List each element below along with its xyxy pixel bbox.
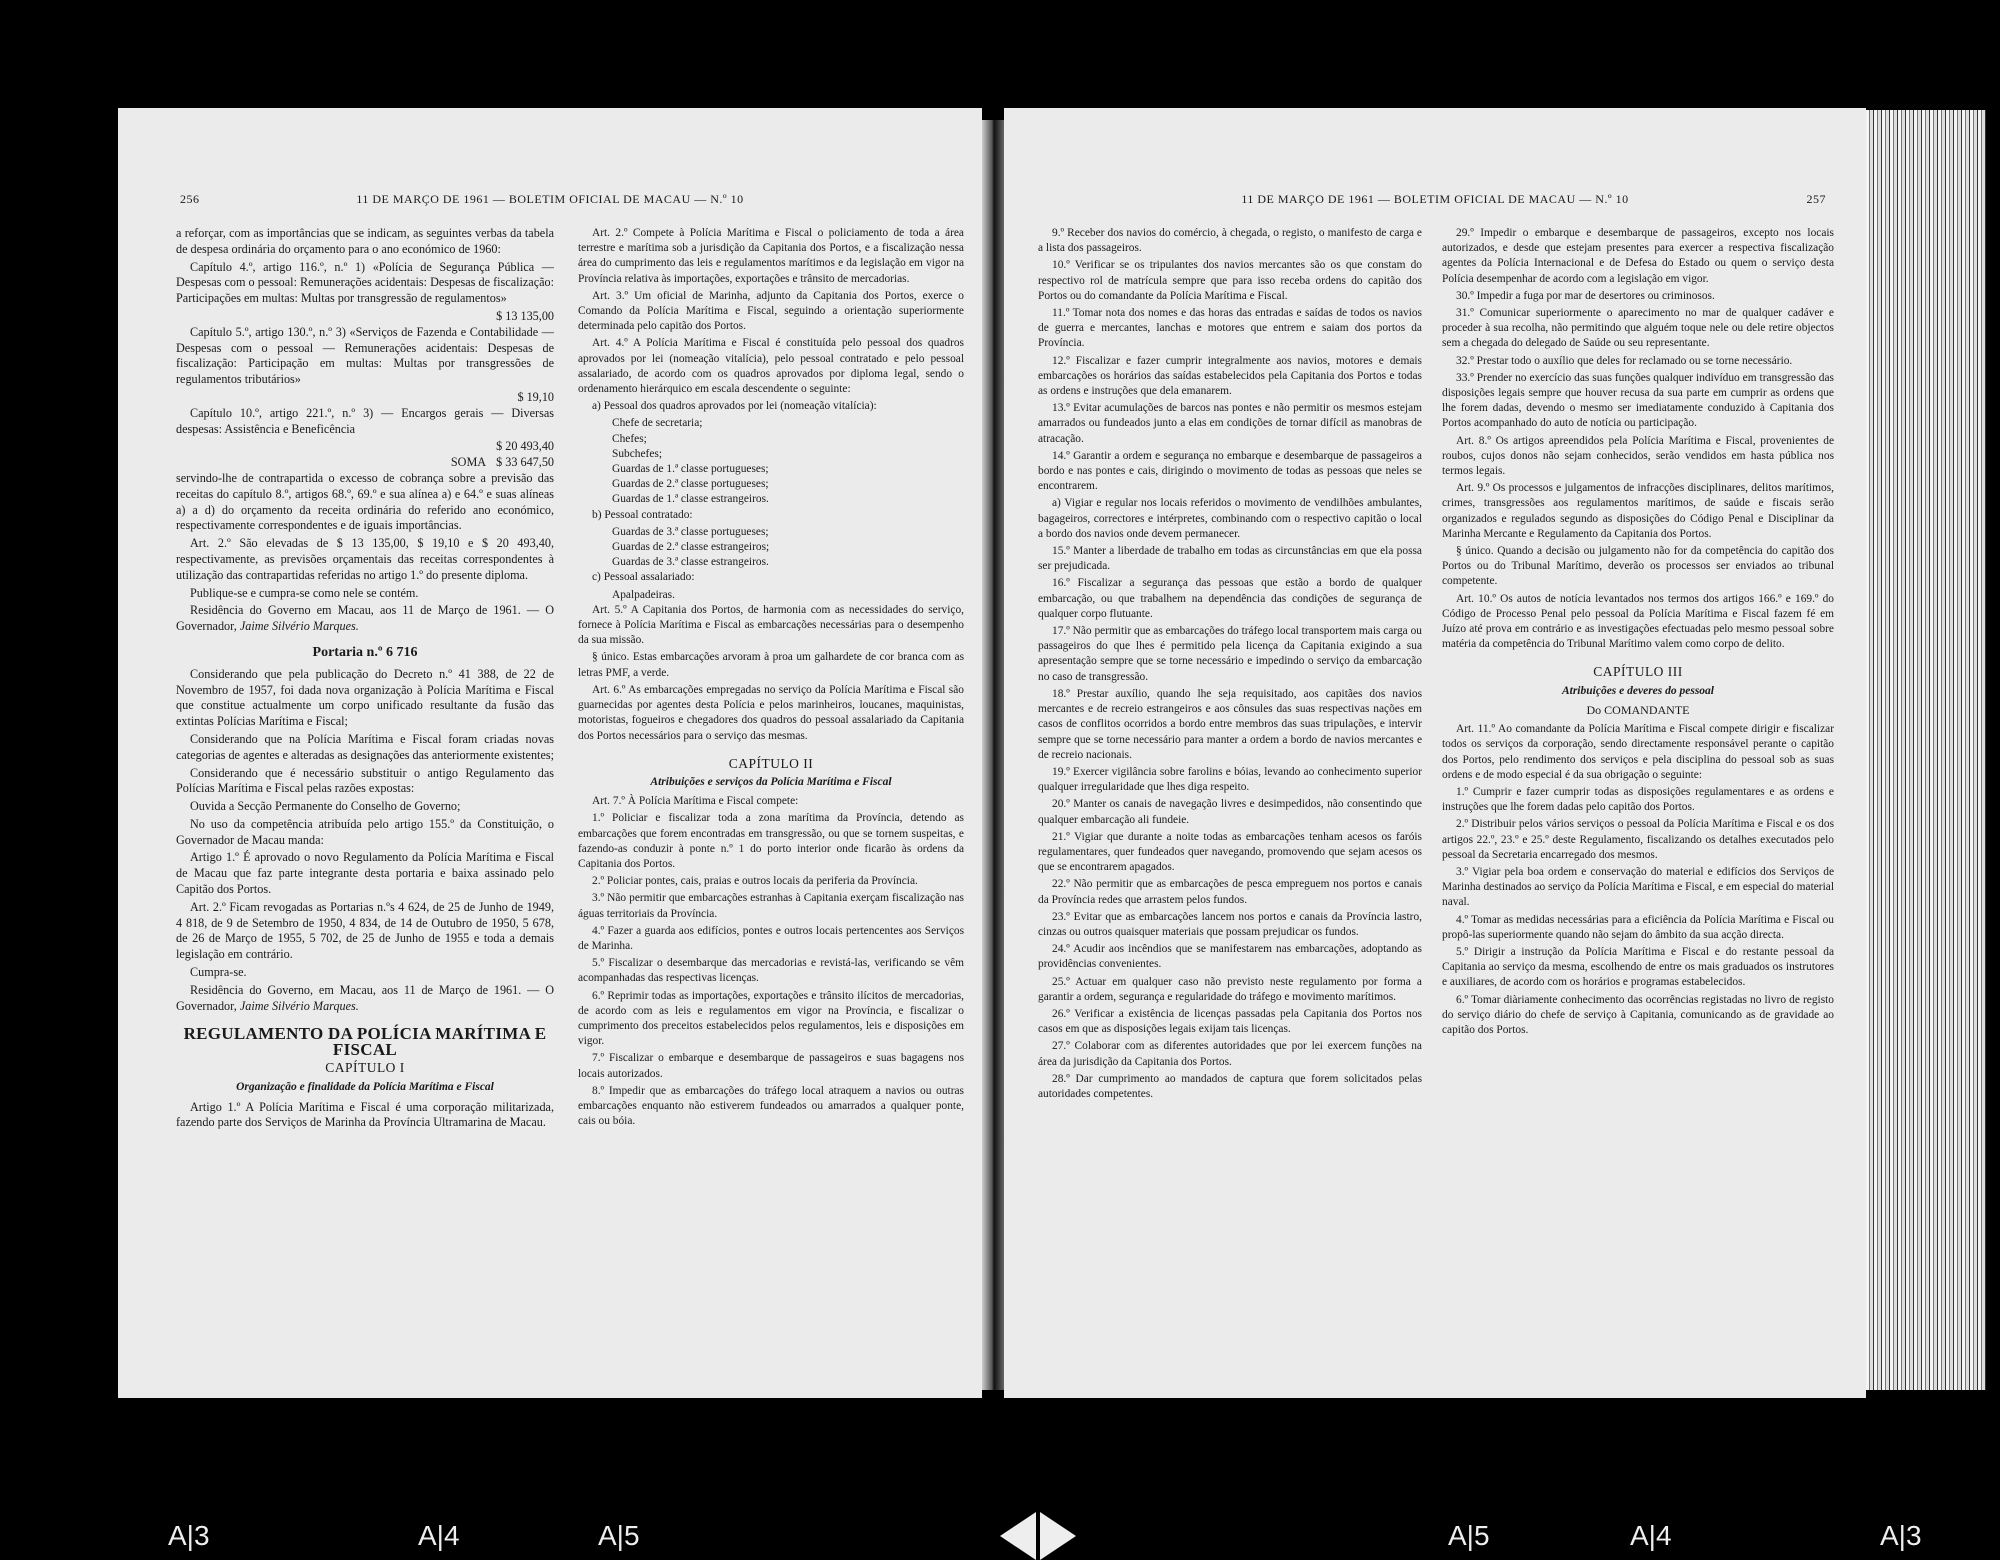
paragraph: Artigo 1.º A Polícia Marítima e Fiscal é uma corporação militarizada, fazendo parte dos Serviços de Marinha da Província Ultramarina de Macau.: [176, 1099, 554, 1130]
amount-value: $ 20 493,40: [496, 439, 554, 454]
amount-line: [176, 439, 554, 455]
right-page: [1004, 108, 1866, 1398]
list-item: Guardas de 3.ª classe estrangeiros.: [612, 556, 769, 569]
paragraph: Art. 8.º Os artigos apreendidos pela Polícia Marítima e Fiscal, provenientes de roubos, cujos donos não sejam conhecidos, serão vendidos em hasta pública nos termos legais.: [1442, 434, 1834, 478]
list-item: Guardas de 1.ª classe portugueses;: [612, 463, 769, 476]
frame-mark: A|4: [1630, 1520, 1672, 1551]
paragraph: 5.º Dirigir a instrução da Polícia Marítima e Fiscal e do restante pessoal da Capitania ao serviço da mesma, escolhendo de entre os mais graduados os instrutores e auxiliares, de acordo com os horários e programas estabelecidos.: [1442, 945, 1834, 989]
paragraph: 23.º Evitar que as embarcações lancem nos portos e canais da Província lastro, cinzas ou outros quaisquer materiais que possam prejudicar os fundos.: [1038, 910, 1422, 938]
paragraph: Capítulo 5.º, artigo 130.º, n.º 3) «Serviços de Fazenda e Contabilidade — Despesas com o pessoal — Remunerações acidentais: Despesas de fiscalização: Participação em multas: Multas por transgressões de regulamentos tributários»: [176, 324, 554, 387]
list-item: Guardas de 2.ª classe portugueses;: [612, 478, 769, 491]
signature-line: [176, 603, 554, 635]
paragraph: 17.º Não permitir que as embarcações do tráfego local transportem mais carga ou passageiros do que lhes é permitido pela licença da Capitania exigindo a sua apresentação sempre que se torne necessário e impedindo o serviço da embarcação no caso de transgressão.: [1038, 625, 1422, 683]
amount-value: $ 13 135,00: [496, 308, 554, 323]
paragraph: Capítulo 10.º, artigo 221.º, n.º 3) — Encargos gerais — Diversas despesas: Assistência e Beneficência: [176, 405, 554, 436]
paragraph: 28.º Dar cumprimento ao mandados de captura que forem solicitados pelas autoridades competentes.: [1038, 1072, 1422, 1100]
list-item: Chefes;: [612, 432, 647, 445]
amount-line: [176, 309, 554, 325]
chapter-title: CAPÍTULO II: [728, 755, 814, 771]
paragraph: a) Vigiar e regular nos locais referidos o movimento de vendilhões ambulantes, bagageiros, correctores e intérpretes, combinando com o respectivo capitão o local a bordo dos navios onde devem permanecer.: [1038, 497, 1422, 540]
frame-mark: A|5: [598, 1520, 640, 1551]
paragraph: No uso da competência atribuída pelo artigo 155.º da Constituição, o Governador de Macau manda:: [176, 816, 554, 847]
paragraph: servindo-lhe de contrapartida o excesso de cobrança sobre a previsão das receitas do capítulo 8.º, artigos 68.º, 69.º e sua alínea a) e 64.º e suas alíneas a) a d) do orçamento da receita ordinária do referido ano económico, respectivamente correspondentes e de iguais importâncias.: [176, 470, 554, 533]
page-stack-edge: [1866, 110, 1986, 1390]
paragraph: Art. 2.º Compete à Polícia Marítima e Fiscal o policiamento de toda a área terrestre e marítima sob a jurisdição da Capitania dos Portos, e a fiscalização nessa área do cumprimento das leis e regulamentos marítimos e da legislação em vigor na Província relativa às importações, exportações e trânsito de mercadorias.: [578, 227, 964, 285]
residence-text: Residência do Governo, em Macau, aos 11 de Março de 1961. — O Governador,: [176, 982, 554, 1013]
paragraph: Art. 4.º A Polícia Marítima e Fiscal é constituída pelo pessoal dos quadros aprovados por lei (nomeação vitalícia), pelo pessoal contratado e pelo pessoal assalariado, de acordo com os quadros aprovados por diploma legal, sendo o ordenamento hierárquico em escala descendente o seguinte:: [578, 337, 964, 396]
frame-arrow-left-icon: [1000, 1512, 1036, 1560]
frame-mark: A|4: [418, 1520, 460, 1551]
right-column-2: [1442, 226, 1834, 1040]
paragraph: Artigo 1.º É aprovado o novo Regulamento da Polícia Marítima e Fiscal de Macau que faz parte integrante desta portaria e baixa assinado pelo Capitão dos Portos.: [176, 850, 554, 897]
paragraph: Art. 3.º Um oficial de Marinha, adjunto da Capitania dos Portos, exerce o Comando da Polícia Marítima e Fiscal, seguindo a orientação superiormente determinada pelo capitão dos Portos.: [578, 289, 964, 333]
paragraph: 18.º Prestar auxílio, quando lhe seja requisitado, aos capitães dos navios mercantes e de recreio estrangeiros e aos cônsules das suas respectivas nações em casos de conflitos ocorridos a bordo entre membros das suas tripulações, e intervir sempre que se torne necessário para manter a ordem a bordo de navios mercantes e de recreio nacionais.: [1038, 687, 1422, 761]
right-page-number: 257: [1806, 192, 1826, 206]
paragraph: 4.º Tomar as medidas necessárias para a eficiência da Polícia Marítima e Fiscal ou propô-las superiormente quando não sejam do âmbito da sua acção directa.: [1442, 913, 1834, 941]
paragraph: 3.º Não permitir que embarcações estranhas à Capitania exerçam fiscalização nas águas territoriais da Província.: [578, 892, 964, 920]
paragraph: § único. Quando a decisão ou julgamento não for da competência do capitão dos Portos ou do Tribunal Marítimo, deverão os processos ser enviados ao tribunal competente.: [1442, 545, 1834, 588]
regulation-title: REGULAMENTO DA POLÍCIA MARÍTIMA E FISCAL: [183, 1024, 547, 1060]
book-spine: [982, 120, 1004, 1390]
sum-label: SOMA: [450, 455, 487, 470]
paragraph: 14.º Garantir a ordem e segurança no embarque e desembarque de passageiros a bordo e nas pontes e cais, dirigindo o movimento de todas as pessoas que neles se encontrarem.: [1038, 449, 1422, 493]
left-running-title: 11 DE MARÇO DE 1961 — BOLETIM OFICIAL DE MACAU — N.º 10: [356, 192, 744, 206]
chapter-subtitle: Atribuições e serviços da Polícia Marítima e Fiscal: [650, 775, 892, 788]
paragraph: 16.º Fiscalizar a segurança das pessoas que estão a bordo de qualquer embarcação, ou que trabalhem na dependência das condições de segurança de qualquer corpo flutuante.: [1038, 577, 1422, 620]
paragraph: Art. 2.º São elevadas de $ 13 135,00, $ 19,10 e $ 20 493,40, respectivamente, as previsões orçamentais das receitas correspondentes à utilização das contrapartidas referidas no artigo 1.º do presente diploma.: [176, 536, 554, 582]
paragraph: Art. 10.º Os autos de notícia levantados nos termos dos artigos 166.º e 169.º do Código de Processo Penal pelo pessoal da Polícia Marítima e Fiscal fazem fé em Juízo até prova em contrário e as investigações efectuadas pelo mesmo pessoal sobre matéria da competência do Tribunal Marítimo valem como corpo de delito.: [1442, 592, 1834, 651]
paragraph: 30.º Impedir a fuga por mar de desertores ou criminosos.: [1456, 289, 1715, 302]
left-column-1: [176, 226, 554, 1133]
paragraph: Art. 5.º A Capitania dos Portos, de harmonia com as necessidades do serviço, fornece à Polícia Marítima e Fiscal as embarcações necessárias para o desempenho da sua missão.: [578, 603, 964, 647]
list-item: Subchefes;: [612, 447, 662, 460]
right-running-title: 11 DE MARÇO DE 1961 — BOLETIM OFICIAL DE MACAU — N.º 10: [1241, 192, 1629, 206]
paragraph: Art. 9.º Os processos e julgamentos de infracções disciplinares, delitos marítimos, crimes, transgressões aos regulamentos marítimos, de saúde e fiscais serão organizados e regulados segundo as disposições do Código Penal e Disciplinar da Marinha Mercante e Regulamento da Capitania dos Portos.: [1442, 482, 1834, 540]
right-column-1: [1038, 226, 1422, 1104]
paragraph: 1.º Cumprir e fazer cumprir todas as disposições regulamentares e as ordens e instruções que lhe forem dadas pelo capitão dos Portos.: [1442, 785, 1834, 814]
paragraph: 2.º Distribuir pelos vários serviços o pessoal da Polícia Marítima e Fiscal e os dos artigos 22.º, 23.º e 25.º deste Regulamento, fiscalizando os detalhes executados pelo pessoal da Secretaria encarregado dos mesmos.: [1442, 818, 1834, 861]
paragraph: 6.º Tomar diàriamente conhecimento das ocorrências registadas no livro de registo do serviço diário do chefe de serviço à Capitania, comunicando as de gravidade ao capitão dos Portos.: [1442, 993, 1834, 1036]
list-item: Chefe de secretaria;: [612, 417, 703, 430]
chapter-subtitle: Atribuições e deveres do pessoal: [1561, 684, 1715, 697]
paragraph: 25.º Actuar em qualquer caso não previsto neste regulamento por forma a garantir a ordem, segurança e regularidade do tráfego e movimento marítimos.: [1038, 975, 1422, 1003]
list-item: Guardas de 3.ª classe portugueses;: [612, 525, 769, 538]
governor-name: Jaime Silvério Marques.: [239, 998, 359, 1013]
paragraph: 19.º Exercer vigilância sobre farolins e bóias, levando ao conhecimento superior qualquer irregularidade que lhes diga respeito.: [1038, 765, 1422, 794]
paragraph: 8.º Impedir que as embarcações do tráfego local atraquem a navios ou outras embarcações enquanto não estiverem fundeados ou amarrados a qualquer ponte, cais ou bóia.: [578, 1084, 964, 1128]
paragraph: 3.º Vigiar pela boa ordem e conservação do material e edifícios dos Serviços de Marinha destinados ao serviço da Polícia Marítima e Fiscal, e em especial do material naval.: [1442, 865, 1834, 909]
paragraph: 5.º Fiscalizar o desembarque das mercadorias e revistá-las, verificando se vêm acompanhadas das respectivas licenças.: [578, 957, 964, 985]
paragraph: Art. 7.º À Polícia Marítima e Fiscal compete:: [592, 795, 799, 808]
paragraph: 13.º Evitar acumulações de barcos nas pontes e não permitir os mesmos estejam amarrados ou fundeados junto a elas em condições de tornar difícil as manobras de atracação.: [1038, 402, 1422, 445]
paragraph: 33.º Prender no exercício das suas funções qualquer indivíduo em transgressão das disposições legais sempre que houver recusa da sua parte em cumprir as ordens que lhe forem dadas, devendo o mesmo ser imediatamente conduzido à Capitania dos Portos acompanhado do auto de notícia ou participação.: [1442, 371, 1834, 430]
paragraph: Considerando que pela publicação do Decreto n.º 41 388, de 22 de Novembro de 1957, foi dada nova organização à Polícia Marítima e Fiscal que constitue actualmente um corpo unificado resultante da fusão das extintas Polícias Marítima e Fiscal;: [176, 666, 554, 729]
paragraph: Ouvida a Secção Permanente do Conselho de Governo;: [190, 799, 461, 814]
paragraph: Publique-se e cumpra-se como nele se contém.: [190, 585, 419, 600]
paragraph: 15.º Manter a liberdade de trabalho em todas as circunstâncias em que ela possa ser prejudicada.: [1038, 545, 1422, 573]
paragraph: 6.º Reprimir todas as importações, exportações e trânsito ilícitos de mercadorias, de acordo com as leis e regulamentos em vigor na Província, e fiscalizar o cumprimento dos preceitos estabelecidos pelos regulamentos, leis e disposições em vigor.: [578, 989, 964, 1048]
paragraph: 1.º Policiar e fiscalizar toda a zona marítima da Província, detendo as embarcações que forem encontradas em transgressão, ou que se tornem suspeitas, e fazendo-as conduzir à ponte n.º 1 do porto interior onde ficarão às ordens da Capitania dos Portos.: [578, 812, 964, 870]
chapter-subtitle: Organização e finalidade da Polícia Marítima e Fiscal: [236, 1080, 494, 1093]
paragraph: 24.º Acudir aos incêndios que se manifestarem nas embarcações, adoptando as providências convenientes.: [1038, 943, 1422, 971]
paragraph: 4.º Fazer a guarda aos edifícios, pontes e outros locais pertencentes aos Serviços de Marinha.: [578, 924, 964, 952]
right-running-head: [1004, 192, 1866, 214]
paragraph: a) Pessoal dos quadros aprovados por lei (nomeação vitalícia):: [592, 400, 877, 413]
paragraph: § único. Estas embarcações arvoram à proa um galhardete de cor branca com as letras PMF, a verde.: [578, 651, 964, 679]
paragraph: Considerando que na Polícia Marítima e Fiscal foram criadas novas categorias de agentes e alteradas as designações das anteriormente existentes;: [176, 731, 554, 762]
amount-value: $ 19,10: [517, 389, 554, 404]
paragraph: Cumpra-se.: [190, 965, 247, 980]
paragraph: 20.º Manter os canais de navegação livres e desimpedidos, não consentindo que qualquer embarcação ali fundeie.: [1038, 798, 1422, 826]
paragraph: 12.º Fiscalizar e fazer cumprir integralmente aos navios, motores e demais embarcações os horários das saídas estabelecidos pela Capitania dos Portos e todas as ordens e instruções que dela emanarem.: [1038, 354, 1422, 398]
left-running-head: [118, 192, 982, 214]
paragraph: 11.º Tomar nota dos nomes e das horas das entradas e saídas de todos os navios de guerra e mercantes, lanchas e motores que entrem e saiam dos portos da Província.: [1038, 307, 1422, 350]
paragraph: 31.º Comunicar superiormente o aparecimento no mar de qualquer cadáver e proceder à sua recolha, não permitindo que alguém toque nele ou dele retire objectos sem a chegada do delegado de Saúde ou seu representante.: [1442, 307, 1834, 350]
frame-mark: A|3: [168, 1520, 210, 1551]
chapter-title: CAPÍTULO I: [325, 1060, 405, 1076]
paragraph: Considerando que é necessário substituir o antigo Regulamento das Polícias Marítima e Fiscal pelas razões expostas:: [176, 765, 554, 796]
paragraph: 22.º Não permitir que as embarcações de pesca empreguem nos portos e canais da Província redes que arrastem pelos fundos.: [1038, 878, 1422, 906]
paragraph: 7.º Fiscalizar o embarque e desembarque de passageiros e suas bagagens nos locais autorizados.: [578, 1052, 964, 1080]
paragraph: b) Pessoal contratado:: [592, 508, 693, 521]
frame-arrow-right-icon: [1040, 1512, 1076, 1560]
paragraph: c) Pessoal assalariado:: [592, 571, 695, 584]
paragraph: Art. 2.º Ficam revogadas as Portarias n.ºs 4 624, de 25 de Junho de 1949, 4 818, de 9 de Setembro de 1950, 4 834, de 14 de Outubro de 1950, 5 678, de 26 de Março de 1955, 5 702, de 25 de Junho de 1955 e toda a demais legislação em contrário.: [176, 899, 554, 962]
paragraph: Art. 6.º As embarcações empregadas no serviço da Polícia Marítima e Fiscal são guarnecidas por agentes desta Polícia e pelos marinheiros, loucanes, maquinistas, motoristas, fogueiros e chegadores dos quadros do pessoal assalariado da Capitania dos Portos necessários para o serviço das mesmas.: [578, 683, 964, 742]
list-item: Apalpadeiras.: [612, 588, 675, 601]
paragraph: 29.º Impedir o embarque e desembarque de passageiros, excepto nos locais autorizados, e desde que estejam presentes para exercer a respectiva fiscalização agentes da Polícia Internacional e de Defesa do Estado ou quem o serviço desta Polícia desempenhar de acordo com a legislação em vigor.: [1442, 227, 1834, 285]
paragraph: 9.º Receber dos navios do comércio, à chegada, o registo, o manifesto de carga e a lista dos passageiros.: [1038, 227, 1422, 255]
chapter-title: CAPÍTULO III: [1593, 664, 1683, 680]
portaria-title: Portaria n.º 6 716: [312, 644, 418, 660]
paragraph: 21.º Vigiar que durante a noite todas as embarcações tenham acesos os faróis regulamentares, quer fundeados quer navegando, promovendo que sejam acesos os que se encontrarem apagados.: [1038, 830, 1422, 874]
list-item: Guardas de 2.ª classe estrangeiros;: [612, 541, 770, 554]
frame-mark: A|3: [1880, 1520, 1922, 1551]
list-item: Guardas de 1.ª classe estrangeiros.: [612, 493, 769, 506]
sum-value: $ 33 647,50: [496, 455, 554, 470]
paragraph: a reforçar, com as importâncias que se indicam, as seguintes verbas da tabela de despesa ordinária do orçamento para o ano económico de 1960:: [176, 226, 554, 256]
amount-line: [176, 390, 554, 406]
paragraph: 10.º Verificar se os tripulantes dos navios mercantes são os que constam do respectivo rol de matrícula sempre que para isso receba ordens do capitão dos Portos ou do comandante da Polícia Marítima e Fiscal.: [1038, 259, 1422, 302]
frame-mark: A|5: [1448, 1520, 1490, 1551]
paragraph: Capítulo 4.º, artigo 116.º, n.º 1) «Polícia de Segurança Pública — Despesas com o pessoal: Remunerações acidentais: Despesas de fiscalização: Participações em multas: Multas por transgressão de regulamentos»: [176, 259, 554, 306]
paragraph: 32.º Prestar todo o auxílio que deles for reclamado ou se torne necessário.: [1456, 354, 1793, 367]
paragraph: 2.º Policiar pontes, cais, praias e outros locais da periferia da Província.: [592, 875, 918, 888]
sum-line: [176, 455, 554, 471]
paragraph: Art. 11.º Ao comandante da Polícia Marítima e Fiscal compete dirigir e fiscalizar todos os serviços da corporação, sendo directamente responsável perante o capitão dos Portos, pelo rendimento dos serviços e pela disciplina do pessoal sob as suas ordens e de modo especial é da sua obrigação o seguinte:: [1442, 723, 1834, 781]
signature-line: [176, 983, 554, 1015]
left-page: [118, 108, 982, 1398]
paragraph: 27.º Colaborar com as diferentes autoridades que por lei exercem funções na área da jurisdição da Capitania dos Portos.: [1038, 1040, 1422, 1068]
governor-name: Jaime Silvério Marques.: [239, 619, 359, 634]
section-subtitle: Do COMANDANTE: [1586, 702, 1690, 717]
left-page-number: 256: [180, 192, 200, 206]
paragraph: 26.º Verificar a existência de licenças passadas pela Capitania dos Portos nos casos em que as disposições legais exijam tais licenças.: [1038, 1007, 1422, 1036]
left-column-2: [578, 226, 964, 1131]
residence-text: Residência do Governo em Macau, aos 11 de Março de 1961. — O Governador,: [176, 603, 554, 634]
